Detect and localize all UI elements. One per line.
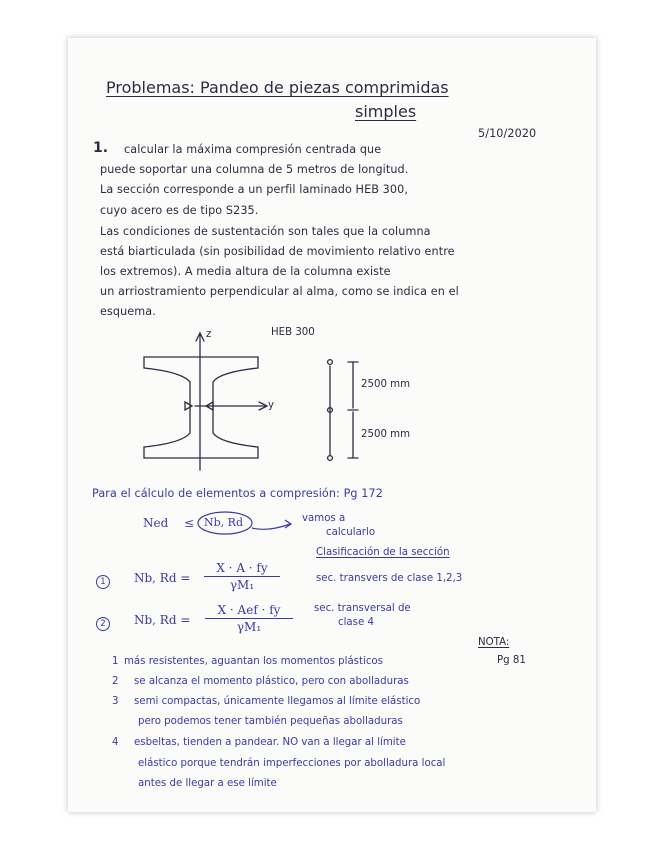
- formula-1-note: sec. transvers de clase 1,2,3: [316, 573, 463, 584]
- formula-2-note-line2: clase 4: [338, 617, 374, 628]
- calcularlo: calcularlo: [326, 527, 376, 538]
- heb300-section-outline: [144, 357, 258, 458]
- problem-line: calcular la máxima compresión centrada que: [124, 143, 382, 156]
- class-text: esbeltas, tienden a pandear. NO van a llegar al límite: [134, 737, 406, 748]
- formula-2-index: 2: [96, 613, 110, 631]
- class-text: pero podemos tener también pequeñas abolladuras: [138, 716, 403, 727]
- top-pin: [328, 360, 333, 365]
- formula-2-denominator: γM₁: [236, 620, 262, 634]
- formula-1-denominator: γM₁: [229, 578, 255, 592]
- ned-label: Ned: [143, 516, 169, 530]
- formula-1-fraction: [204, 561, 280, 592]
- class-number: 4: [112, 737, 119, 748]
- formula-2-numerator: X · Aef · fy: [205, 603, 293, 619]
- class-number: 2: [112, 676, 119, 687]
- nbrd-arrow: [252, 524, 290, 529]
- nbrd-label: Nb, Rd: [204, 516, 243, 529]
- page-title-continued: simples: [355, 102, 417, 121]
- nota-label: NOTA:: [478, 637, 510, 648]
- profile-label: HEB 300: [271, 327, 315, 338]
- nota-page: Pg 81: [497, 655, 526, 666]
- problem-line: esquema.: [100, 305, 156, 318]
- le-symbol: ≤: [184, 516, 195, 530]
- formula-2-note-line1: sec. transversal de: [314, 603, 411, 614]
- page-title: Problemas: Pandeo de piezas comprimidas: [106, 78, 449, 97]
- clasificacion-heading: Clasificación de la sección: [316, 547, 450, 558]
- class-number: 1: [112, 656, 119, 667]
- length-label-bottom: 2500 mm: [361, 429, 411, 440]
- axis-label-z: z: [206, 329, 212, 340]
- class-text: elástico porque tendrán imperfecciones por abolladura local: [138, 758, 446, 769]
- problem-number: 1.: [93, 140, 109, 156]
- brace-marker-left: [185, 402, 192, 410]
- class-number: 3: [112, 696, 119, 707]
- problem-line: puede soportar una columna de 5 metros de longitud.: [100, 163, 409, 176]
- length-label-top: 2500 mm: [361, 379, 411, 390]
- class-text: antes de llegar a ese límite: [138, 778, 277, 789]
- problem-line: Las condiciones de sustentación son tales que la columna: [100, 225, 431, 238]
- formula-1-index: 1: [96, 571, 110, 589]
- bottom-pin: [328, 456, 333, 461]
- formula-2-fraction: [205, 603, 293, 634]
- vamos-a: vamos a: [302, 513, 346, 524]
- problem-line: cuyo acero es de tipo S235.: [100, 204, 259, 217]
- problem-line: los extremos). A media altura de la columna existe: [100, 265, 391, 278]
- formula-2-lhs: Nb, Rd =: [134, 613, 191, 627]
- axis-label-y: y: [268, 400, 275, 411]
- class-text: se alcanza el momento plástico, pero con abolladuras: [134, 676, 409, 687]
- formula-1-numerator: X · A · fy: [204, 561, 280, 577]
- class-text: más resistentes, aguantan los momentos plásticos: [124, 656, 383, 667]
- problem-line: un arriostramiento perpendicular al alma, como se indica en el: [100, 285, 459, 298]
- class-text: semi compactas, únicamente llegamos al límite elástico: [134, 696, 421, 707]
- calc-intro: Para el cálculo de elementos a compresión: Pg 172: [92, 487, 383, 500]
- problem-line: está biarticulada (sin posibilidad de movimiento relativo entre: [100, 245, 455, 258]
- formula-1-lhs: Nb, Rd =: [134, 571, 191, 585]
- problem-line: La sección corresponde a un perfil laminado HEB 300,: [100, 183, 408, 196]
- date: 5/10/2020: [478, 127, 537, 140]
